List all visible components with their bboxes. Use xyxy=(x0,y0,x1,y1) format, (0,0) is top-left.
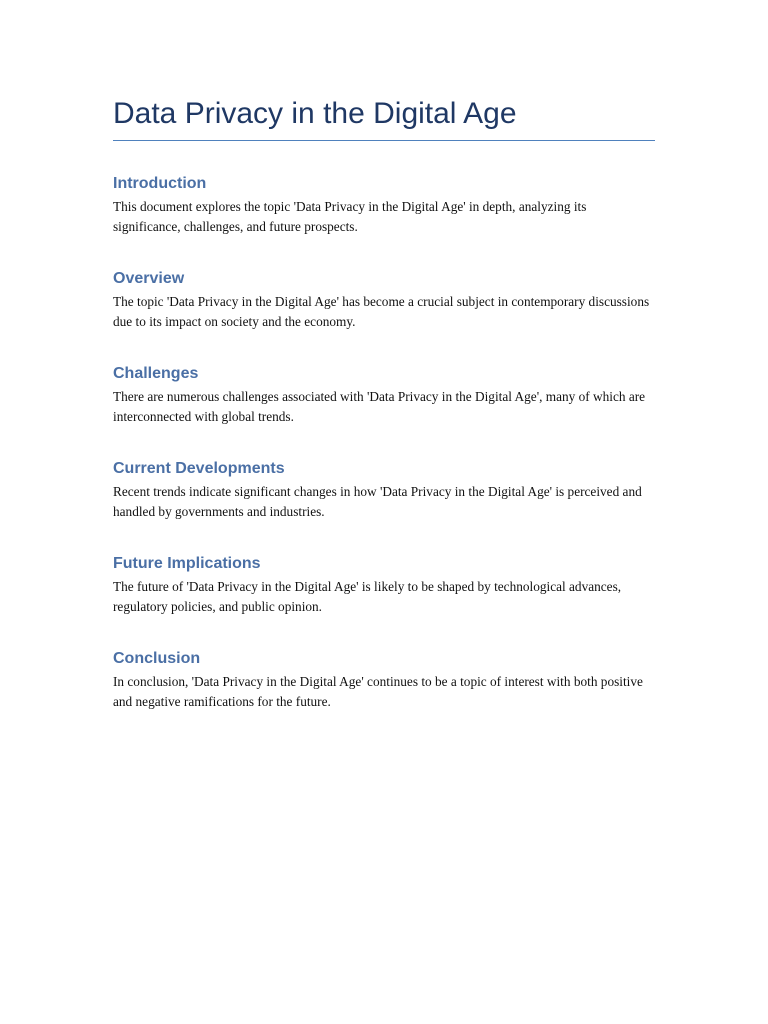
section-overview xyxy=(113,268,655,331)
section-body: In conclusion, 'Data Privacy in the Digital Age' continues to be a topic of interest with both positive and negative ramifications for the future. xyxy=(113,674,643,709)
section-heading: Future Implications xyxy=(113,555,261,572)
section-body: The future of 'Data Privacy in the Digital Age' is likely to be shaped by technological advances, regulatory policies, and public opinion. xyxy=(113,579,622,614)
section-heading: Current Developments xyxy=(113,460,285,477)
section-challenges xyxy=(113,363,655,426)
section-future-implications xyxy=(113,553,655,616)
section-body: Recent trends indicate significant changes in how 'Data Privacy in the Digital Age' is perceived and handled by governments and industries. xyxy=(113,484,642,519)
document-title: Data Privacy in the Digital Age xyxy=(113,94,655,141)
section-heading: Conclusion xyxy=(113,650,201,667)
section-heading: Introduction xyxy=(113,175,207,192)
section-conclusion xyxy=(113,648,655,711)
document-page xyxy=(113,94,655,711)
section-heading: Challenges xyxy=(113,365,199,382)
section-heading: Overview xyxy=(113,270,185,287)
section-current-developments xyxy=(113,458,655,521)
section-body: The topic 'Data Privacy in the Digital Age' has become a crucial subject in contemporary discussions due to its impact on society and the economy. xyxy=(113,294,650,329)
document-sections xyxy=(113,173,655,711)
section-body: There are numerous challenges associated with 'Data Privacy in the Digital Age', many of which are interconnected with global trends. xyxy=(113,389,646,424)
section-body: This document explores the topic 'Data Privacy in the Digital Age' in depth, analyzing its significance, challenges, and future prospects. xyxy=(113,199,587,234)
section-introduction xyxy=(113,173,655,236)
